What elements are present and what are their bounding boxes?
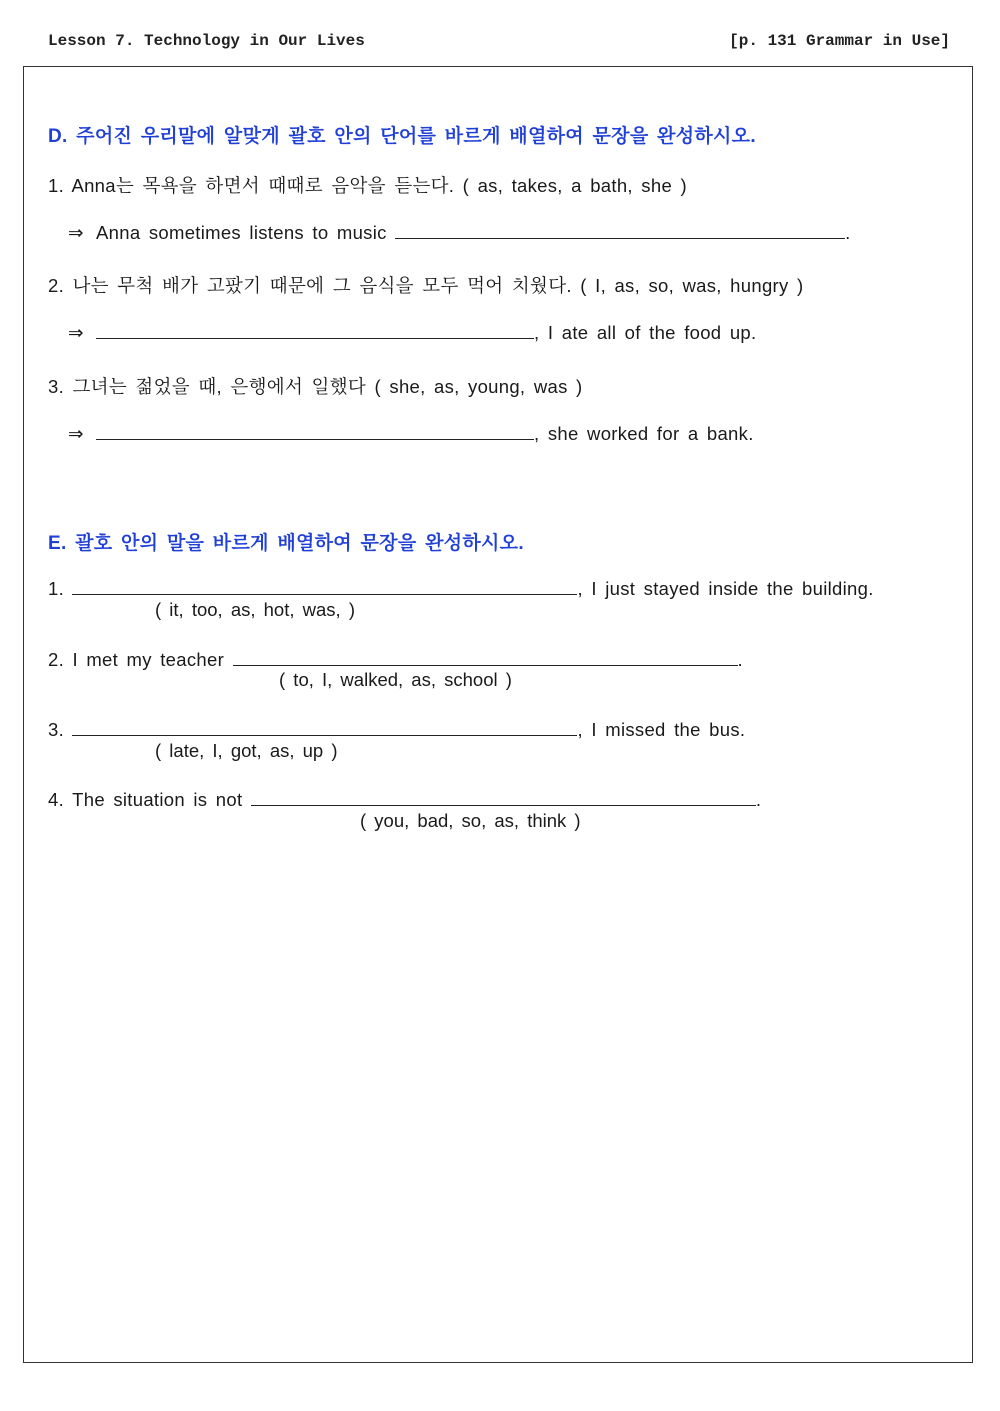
d-item-2-blank[interactable] xyxy=(96,322,534,339)
e-item-1-prefix: 1. xyxy=(48,578,65,599)
e-item-4-prefix: 4. The situation is not xyxy=(48,789,243,810)
arrow-icon: ⇒ xyxy=(68,222,84,243)
e-item-1-suffix: , I just stayed inside the building. xyxy=(577,578,874,599)
lesson-title: Lesson 7. Technology in Our Lives xyxy=(48,32,365,50)
page-reference: [p. 131 Grammar in Use] xyxy=(729,32,950,50)
d-item-1-blank[interactable] xyxy=(395,222,845,239)
e-item-3 xyxy=(48,719,745,741)
d-item-1-answer xyxy=(68,222,851,244)
d-item-1-prefix: Anna sometimes listens to music xyxy=(96,222,387,243)
e-item-3-hint: ( late, I, got, as, up ) xyxy=(155,740,338,761)
section-d-title: D. 주어진 우리말에 알맞게 괄호 안의 단어를 바르게 배열하여 문장을 완성하시오. xyxy=(48,126,756,147)
e-item-2-prefix: 2. I met my teacher xyxy=(48,649,225,670)
d-item-3-answer xyxy=(68,423,754,445)
d-item-2-answer xyxy=(68,322,756,344)
e-item-1-blank[interactable] xyxy=(72,578,577,595)
e-item-2-suffix: . xyxy=(737,649,743,670)
d-item-2-suffix: , I ate all of the food up. xyxy=(534,322,757,343)
d-item-3-suffix: , she worked for a bank. xyxy=(534,423,754,444)
e-item-3-suffix: , I missed the bus. xyxy=(577,719,746,740)
e-item-3-blank[interactable] xyxy=(72,719,577,736)
e-item-2-hint: ( to, I, walked, as, school ) xyxy=(279,669,512,690)
d-item-3-prompt: 3. 그녀는 젊었을 때, 은행에서 일했다 ( she, as, young, was ) xyxy=(48,376,583,397)
e-item-1 xyxy=(48,578,874,600)
d-item-1-prompt: 1. Anna는 목욕을 하면서 때때로 음악을 듣는다. ( as, takes, a bath, she ) xyxy=(48,175,687,196)
e-item-4 xyxy=(48,789,761,811)
e-item-4-blank[interactable] xyxy=(251,789,756,806)
e-item-2 xyxy=(48,649,743,671)
arrow-icon: ⇒ xyxy=(68,322,84,343)
section-e-title: E. 괄호 안의 말을 바르게 배열하여 문장을 완성하시오. xyxy=(48,533,524,554)
d-item-3-blank[interactable] xyxy=(96,423,534,440)
d-item-2-prompt: 2. 나는 무척 배가 고팠기 때문에 그 음식을 모두 먹어 치웠다. ( I, as, so, was, hungry ) xyxy=(48,275,804,296)
d-item-1-suffix: . xyxy=(845,222,851,243)
worksheet-frame xyxy=(23,66,973,1363)
arrow-icon: ⇒ xyxy=(68,423,84,444)
e-item-4-hint: ( you, bad, so, as, think ) xyxy=(360,810,581,831)
e-item-2-blank[interactable] xyxy=(233,649,738,666)
e-item-4-suffix: . xyxy=(755,789,762,810)
e-item-3-prefix: 3. xyxy=(48,719,65,740)
e-item-1-hint: ( it, too, as, hot, was, ) xyxy=(155,599,355,620)
